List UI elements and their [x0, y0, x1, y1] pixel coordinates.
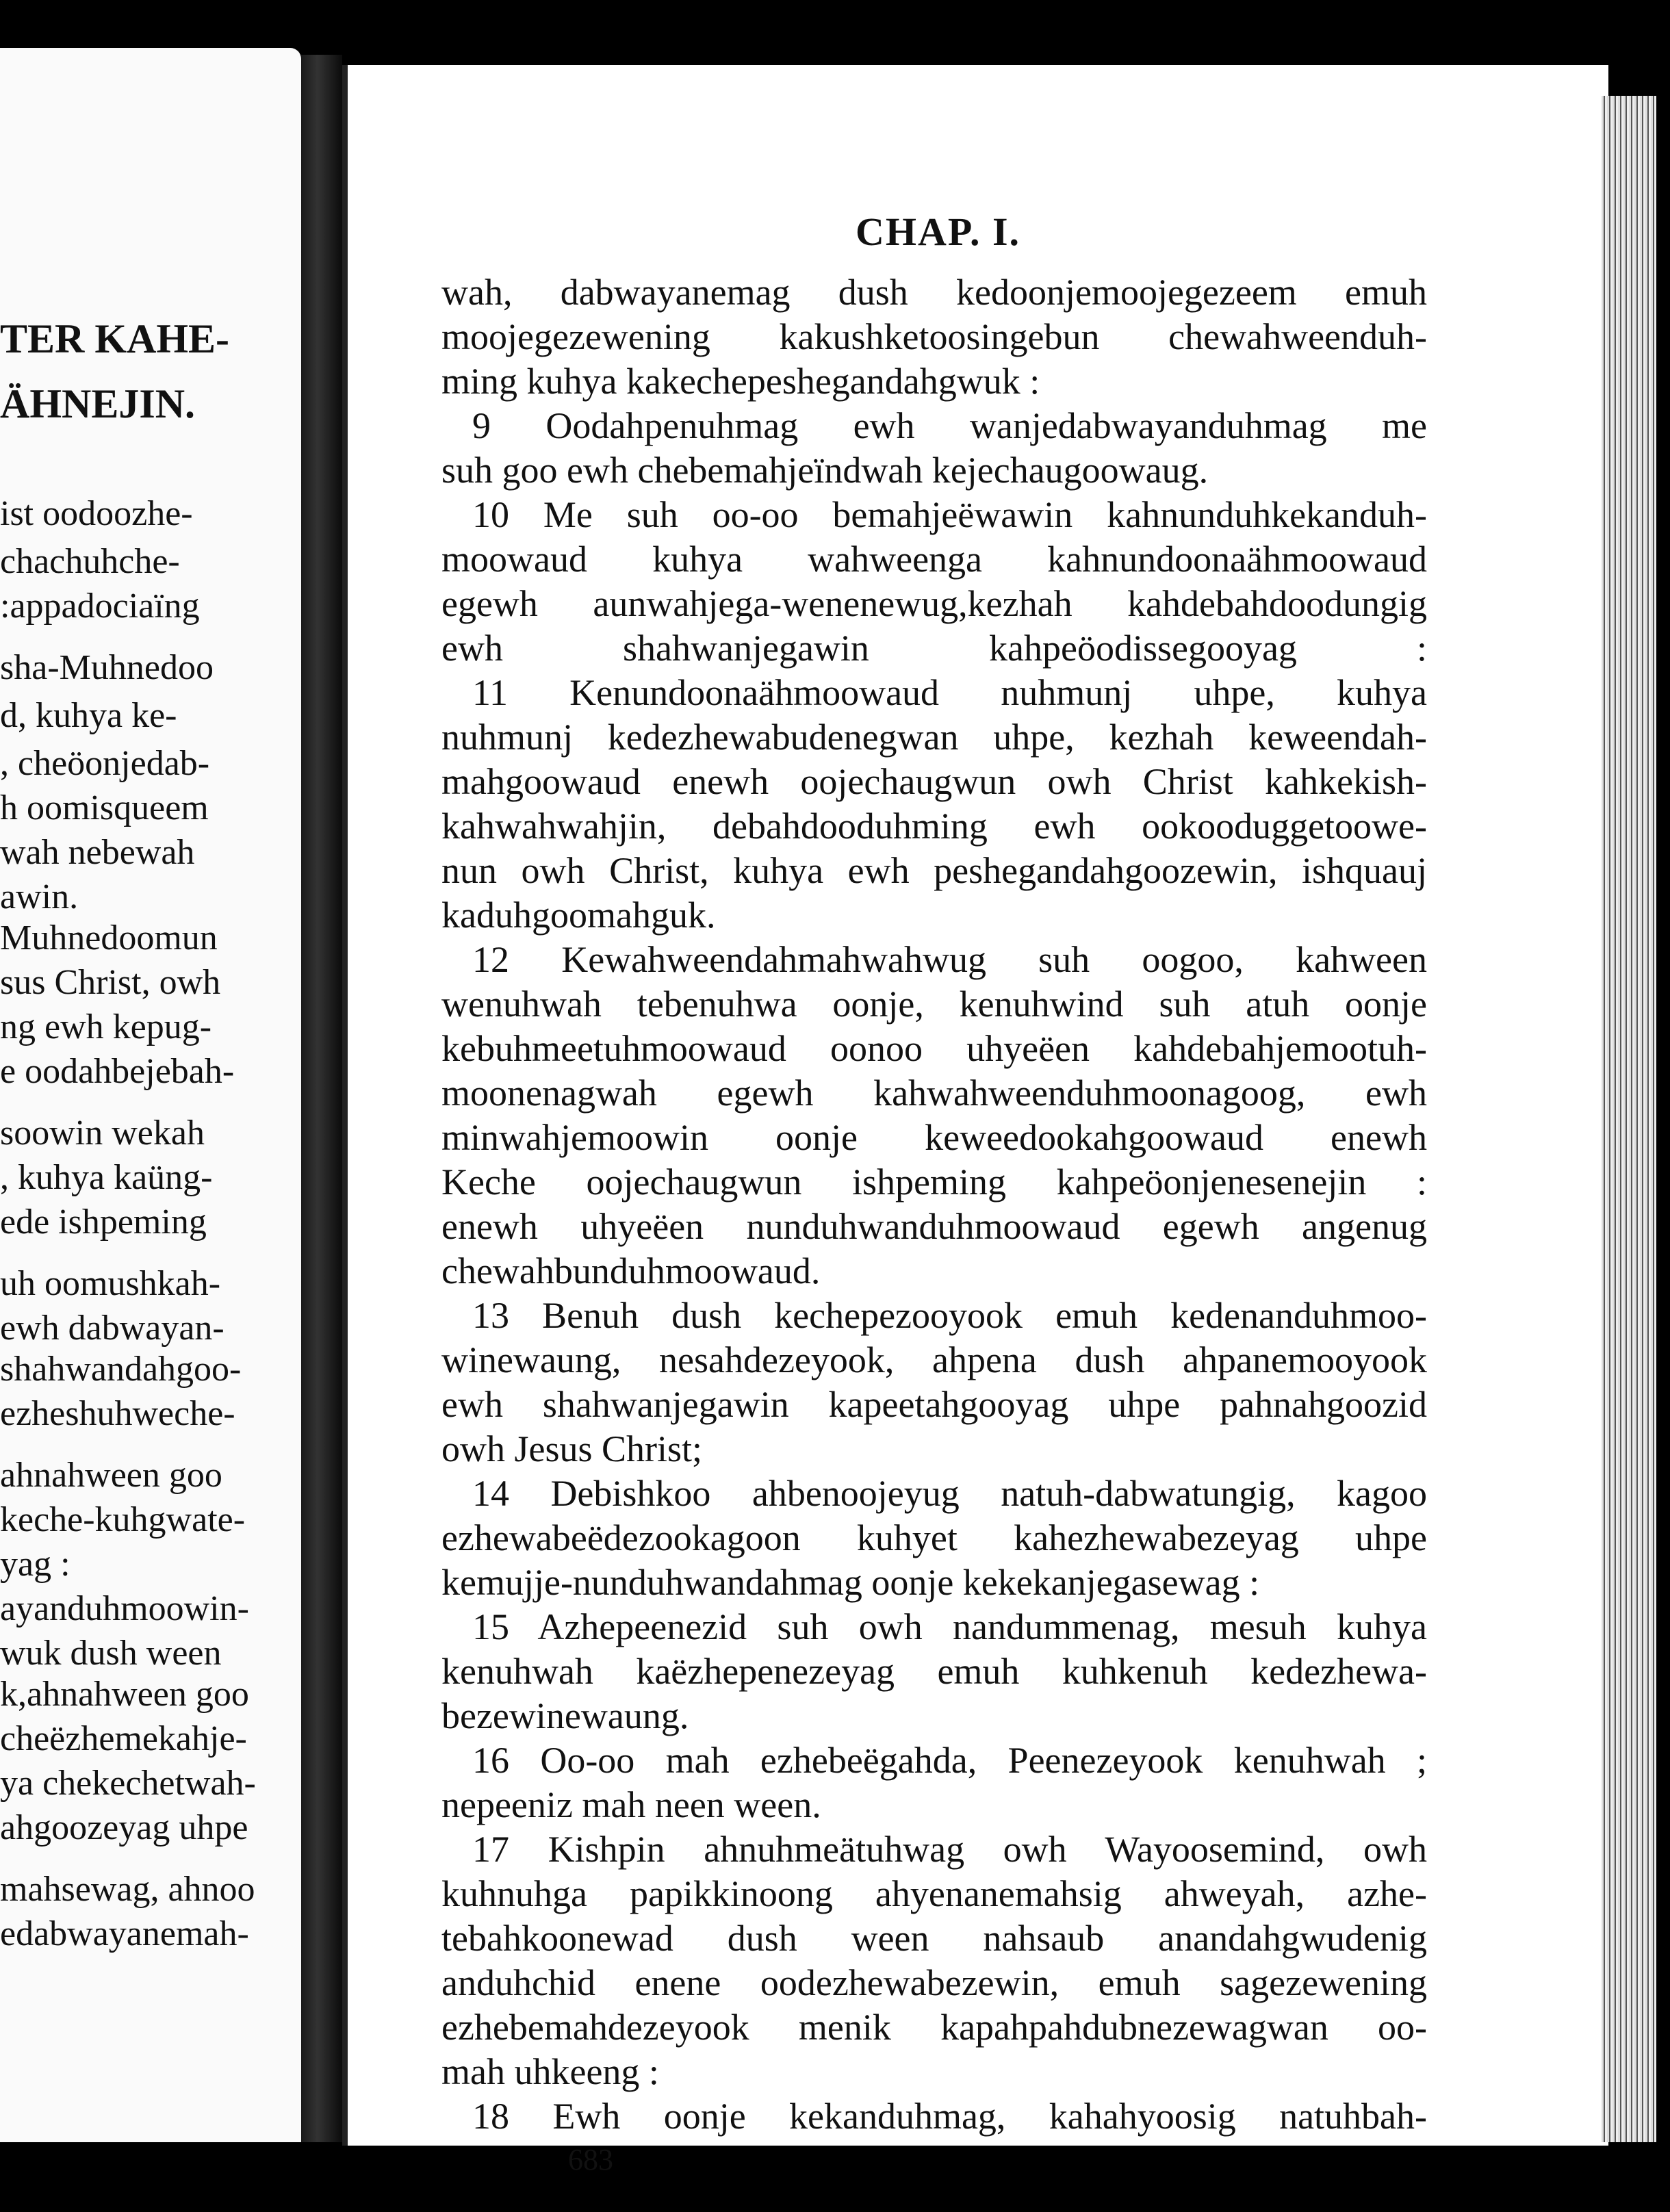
- text-line: kemujje-nunduhwandahmag oonje kekekanjegasewag :: [441, 1562, 1260, 1603]
- text-line: 11 Kenundoonaähmoowaud nuhmunj uhpe, kuhya: [472, 672, 1427, 713]
- text-line: mahgoowaud enewh oojechaugwun owh Christ kahkekish-: [441, 761, 1427, 802]
- text-line: 18 Ewh oonje kekanduhmag, kahahyoosig natuhbah-: [472, 2096, 1427, 2137]
- left-page-line: awin.: [0, 877, 79, 916]
- left-page-line: k,ahnahween goo: [0, 1675, 249, 1714]
- left-page-line: uh oomushkah-: [0, 1264, 221, 1303]
- text-line: 17 Kishpin ahnuhmeätuhwag owh Wayoosemind, owh: [472, 1829, 1427, 1870]
- left-page-line: ayanduhmoowin-: [0, 1589, 249, 1628]
- text-line: ezhebemahdezeyook menik kapahpahdubnezewagwan oo-: [441, 2007, 1427, 2048]
- text-line: wenuhwah tebenuhwa oonje, kenuhwind suh atuh oonje: [441, 983, 1427, 1025]
- left-page-line: chachuhche-: [0, 542, 180, 581]
- text-line: enewh uhyeëen nunduhwanduhmoowaud egewh angenug: [441, 1206, 1427, 1247]
- text-line: 12 Kewahweendahmahwahwug suh oogoo, kahween: [472, 939, 1427, 980]
- left-page-line: ist oodoozhe-: [0, 494, 193, 533]
- text-line: kaduhgoomahguk.: [441, 895, 716, 936]
- left-facing-page: [0, 48, 301, 2142]
- text-line: nepeeniz mah neen ween.: [441, 1784, 821, 1825]
- text-line: kahwahwahjin, debahdooduhming ewh ookooduggetoowe-: [441, 806, 1427, 847]
- left-page-heading-line: ÄHNEJIN.: [0, 381, 196, 426]
- left-page-line: ewh dabwayan-: [0, 1309, 224, 1348]
- text-line: mah uhkeeng :: [441, 2051, 659, 2092]
- page-edges: [1602, 96, 1656, 2142]
- left-page-line: e oodahbejebah-: [0, 1052, 235, 1091]
- left-page-line: shahwandahgoo-: [0, 1350, 242, 1389]
- text-line: moowaud kuhya wahweenga kahnundoonaähmoowaud: [441, 539, 1427, 580]
- left-page-line: cheëzhemekahje-: [0, 1719, 247, 1758]
- left-page-line: Muhnedoomun: [0, 918, 218, 957]
- left-page-line: ezheshuhweche-: [0, 1394, 235, 1433]
- text-line: kuhnuhga papikkinoong ahyenanemahsig ahweyah, azhe-: [441, 1873, 1427, 1914]
- text-line: 13 Benuh dush kechepezooyook emuh kedenanduhmoo-: [472, 1295, 1427, 1336]
- text-line: moonenagwah egewh kahwahweenduhmoonagoog, ewh: [441, 1072, 1427, 1114]
- left-page-line: d, kuhya ke-: [0, 696, 177, 735]
- text-line: egewh aunwahjega-wenenewug,kezhah kahdebahdoodungig: [441, 583, 1427, 624]
- text-line: 9 Oodahpenuhmag ewh wanjedabwayanduhmag me: [472, 405, 1427, 446]
- text-line: suh goo ewh chebemahjeïndwah kejechaugoowaug.: [441, 450, 1209, 491]
- text-line: nun owh Christ, kuhya ewh peshegandahgoozewin, ishquauj: [441, 850, 1427, 891]
- text-line: 14 Debishkoo ahbenoojeyug natuh-dabwatungig, kagoo: [472, 1473, 1427, 1514]
- left-page-line: yag :: [0, 1545, 70, 1584]
- left-page-line: sus Christ, owh: [0, 963, 221, 1002]
- left-page-line: sha-Muhnedoo: [0, 648, 214, 687]
- left-page-line: ahnahween goo: [0, 1456, 222, 1495]
- left-page-line: :appadociaïng: [0, 587, 200, 626]
- text-line: ewh shahwanjegawin kapeetahgooyag uhpe pahnahgoozid: [441, 1384, 1427, 1425]
- text-line: wah, dabwayanemag dush kedoonjemoojegezeem emuh: [441, 272, 1427, 313]
- left-page-line: mahsewag, ahnoo: [0, 1870, 255, 1909]
- left-page-line: ede ishpeming: [0, 1203, 207, 1242]
- page-number: 683: [568, 2143, 613, 2176]
- text-line: chewahbunduhmoowaud.: [441, 1250, 821, 1291]
- text-line: Keche oojechaugwun ishpeming kahpeöonjenesenejin :: [441, 1161, 1427, 1203]
- text-line: ezhewabeëdezookagoon kuhyet kahezhewabezeyag uhpe: [441, 1517, 1427, 1558]
- text-line: 15 Azhepeenezid suh owh nandummenag, mesuh kuhya: [472, 1606, 1427, 1647]
- text-line: kebuhmeetuhmoowaud oonoo uhyeëen kahdebahjemootuh-: [441, 1028, 1427, 1069]
- left-page-line: soowin wekah: [0, 1114, 205, 1153]
- text-line: 10 Me suh oo-oo bemahjeëwawin kahnunduhkekanduh-: [472, 494, 1427, 535]
- left-page-line: wah nebewah: [0, 833, 195, 872]
- left-page-line: ahgoozeyag uhpe: [0, 1808, 248, 1847]
- text-line: ming kuhya kakechepeshegandahgwuk :: [441, 361, 1040, 402]
- left-page-line: ya chekechetwah-: [0, 1764, 256, 1803]
- left-page-line: , cheöonjedab-: [0, 744, 210, 783]
- text-line: nuhmunj kedezhewabudenegwan uhpe, kezhah keweendah-: [441, 717, 1427, 758]
- left-page-line: , kuhya kaüng-: [0, 1158, 213, 1197]
- left-page-line: wuk dush ween: [0, 1634, 222, 1673]
- text-line: ewh shahwanjegawin kahpeöodissegooyag :: [441, 628, 1427, 669]
- text-line: bezewinewaung.: [441, 1695, 689, 1736]
- text-line: anduhchid enene oodezhewabezewin, emuh sagezewening: [441, 1962, 1427, 2003]
- text-line: winewaung, nesahdezeyook, ahpena dush ahpanemooyook: [441, 1339, 1427, 1380]
- left-page-line: keche-kuhgwate-: [0, 1500, 246, 1539]
- text-line: tebahkoonewad dush ween nahsaub anandahgwudenig: [441, 1918, 1427, 1959]
- text-line: minwahjemoowin oonje keweedookahgoowaud enewh: [441, 1117, 1427, 1158]
- text-line: owh Jesus Christ;: [441, 1428, 703, 1469]
- text-line: moojegezewening kakushketoosingebun chewahweenduh-: [441, 316, 1427, 357]
- left-page-line: edabwayanemah-: [0, 1914, 249, 1953]
- left-page-heading-line: TER KAHE-: [0, 316, 230, 361]
- left-page-line: ng ewh kepug-: [0, 1007, 212, 1046]
- book-gutter: [301, 55, 342, 2142]
- running-head: CHAP. I.: [856, 209, 1021, 254]
- text-line: kenuhwah kaëzhepenezeyag emuh kuhkenuh kedezhewa-: [441, 1651, 1427, 1692]
- text-line: 16 Oo-oo mah ezhebeëgahda, Peenezeyook kenuhwah ;: [472, 1740, 1427, 1781]
- left-page-line: h oomisqueem: [0, 788, 209, 827]
